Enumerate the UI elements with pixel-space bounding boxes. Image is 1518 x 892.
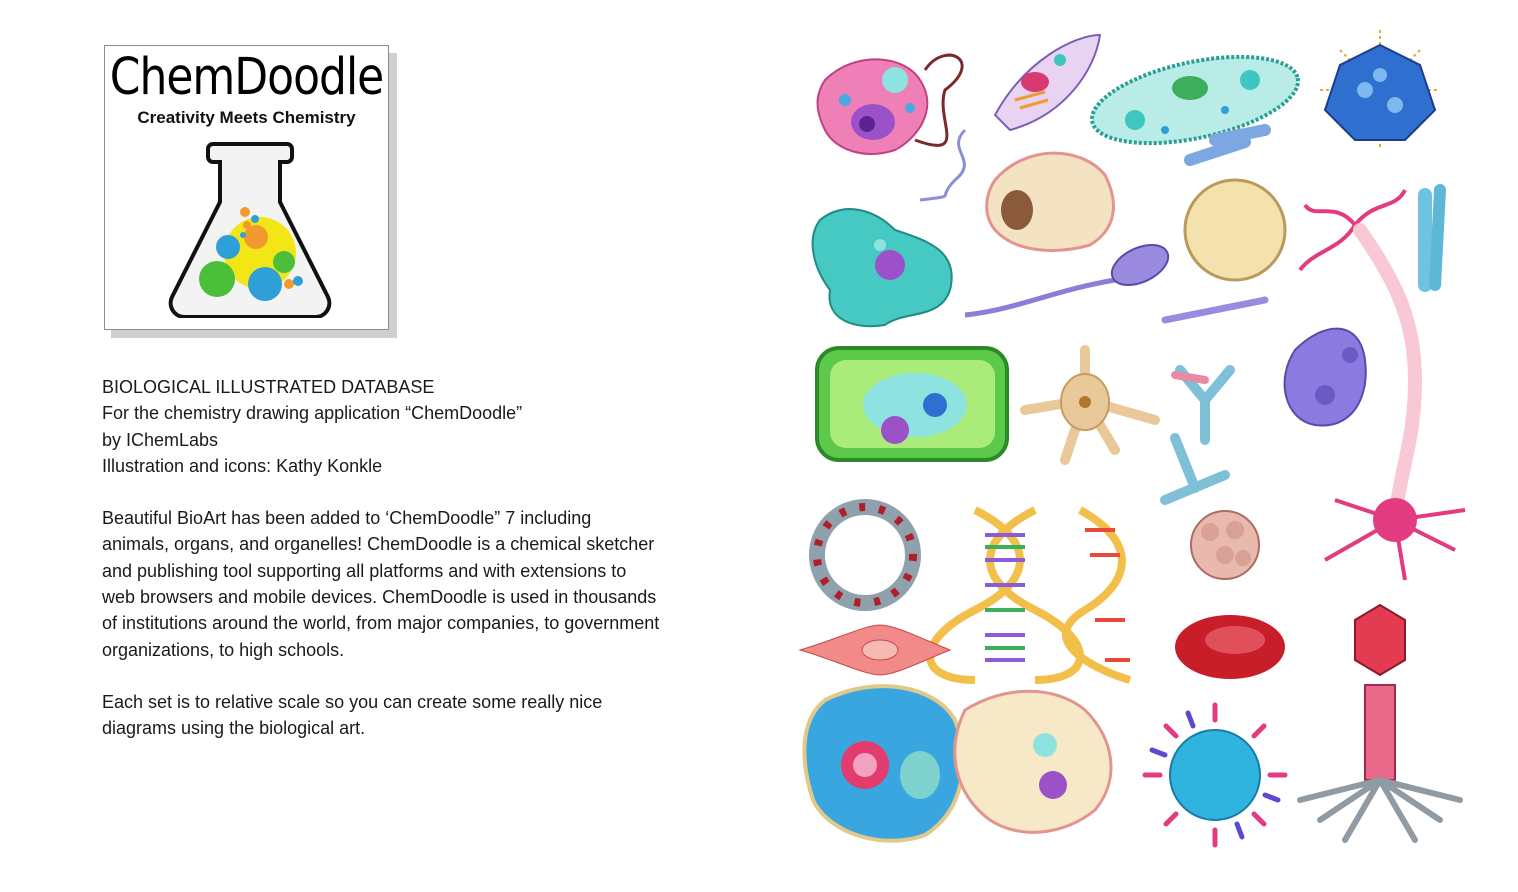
description-paragraph: Beautiful BioArt has been added to ‘ChemDoodle” 7 including animals, organs, and organelles! ChemDoodle is a chemical sketcher and publishing tool supporting all platforms and with extensions to web browsers and mobile devices. ChemDoodle is used in thousands of institutions around the world, from major companies, to government organizations, to high schools.: [102, 508, 660, 660]
egg-cell-icon: [1185, 180, 1285, 280]
fat-cell-icon: [987, 153, 1114, 250]
muscle-cell-icon: [800, 625, 950, 675]
bioart-collage: [795, 20, 1495, 870]
bacterium-icon: [1285, 329, 1366, 426]
info-line-company: by IChemLabs: [102, 429, 219, 450]
info-line-credits: Illustration and icons: Kathy Konkle: [102, 455, 383, 476]
bacteriophage-icon: [1300, 605, 1460, 840]
macrophage-icon: [955, 691, 1111, 832]
virus-blue-icon: [1320, 30, 1440, 150]
scale-paragraph: Each set is to relative scale so you can create some really nice diagrams using the biological art.: [102, 691, 603, 739]
chemdoodle-logo: [104, 45, 389, 330]
dna-double-helix-icon: [930, 510, 1080, 680]
amoeba-pink-icon: [818, 55, 963, 154]
amoeba-teal-icon: [813, 209, 952, 326]
plant-cell-icon: [817, 348, 1007, 460]
database-heading: BIOLOGICAL ILLUSTRATED DATABASE: [102, 377, 435, 397]
antibody-icon: [1165, 370, 1230, 500]
animal-cell-icon: [804, 686, 962, 841]
dna-single-helix-icon: [1066, 510, 1130, 680]
paramecium-icon: [1084, 41, 1305, 159]
cyclodextrin-icon: [817, 507, 913, 603]
logo-tagline: Creativity Meets Chemistry: [137, 108, 356, 127]
info-line-app: For the chemistry drawing application “ChemDoodle”: [102, 403, 523, 424]
info-text: [102, 374, 662, 742]
logo-title: ChemDoodle: [109, 48, 384, 107]
influenza-virus-icon: [1145, 705, 1285, 845]
flask-icon: [165, 138, 335, 318]
morula-icon: [1191, 511, 1259, 579]
astrocyte-icon: [1025, 350, 1155, 460]
red-blood-cell-icon: [1175, 615, 1285, 679]
